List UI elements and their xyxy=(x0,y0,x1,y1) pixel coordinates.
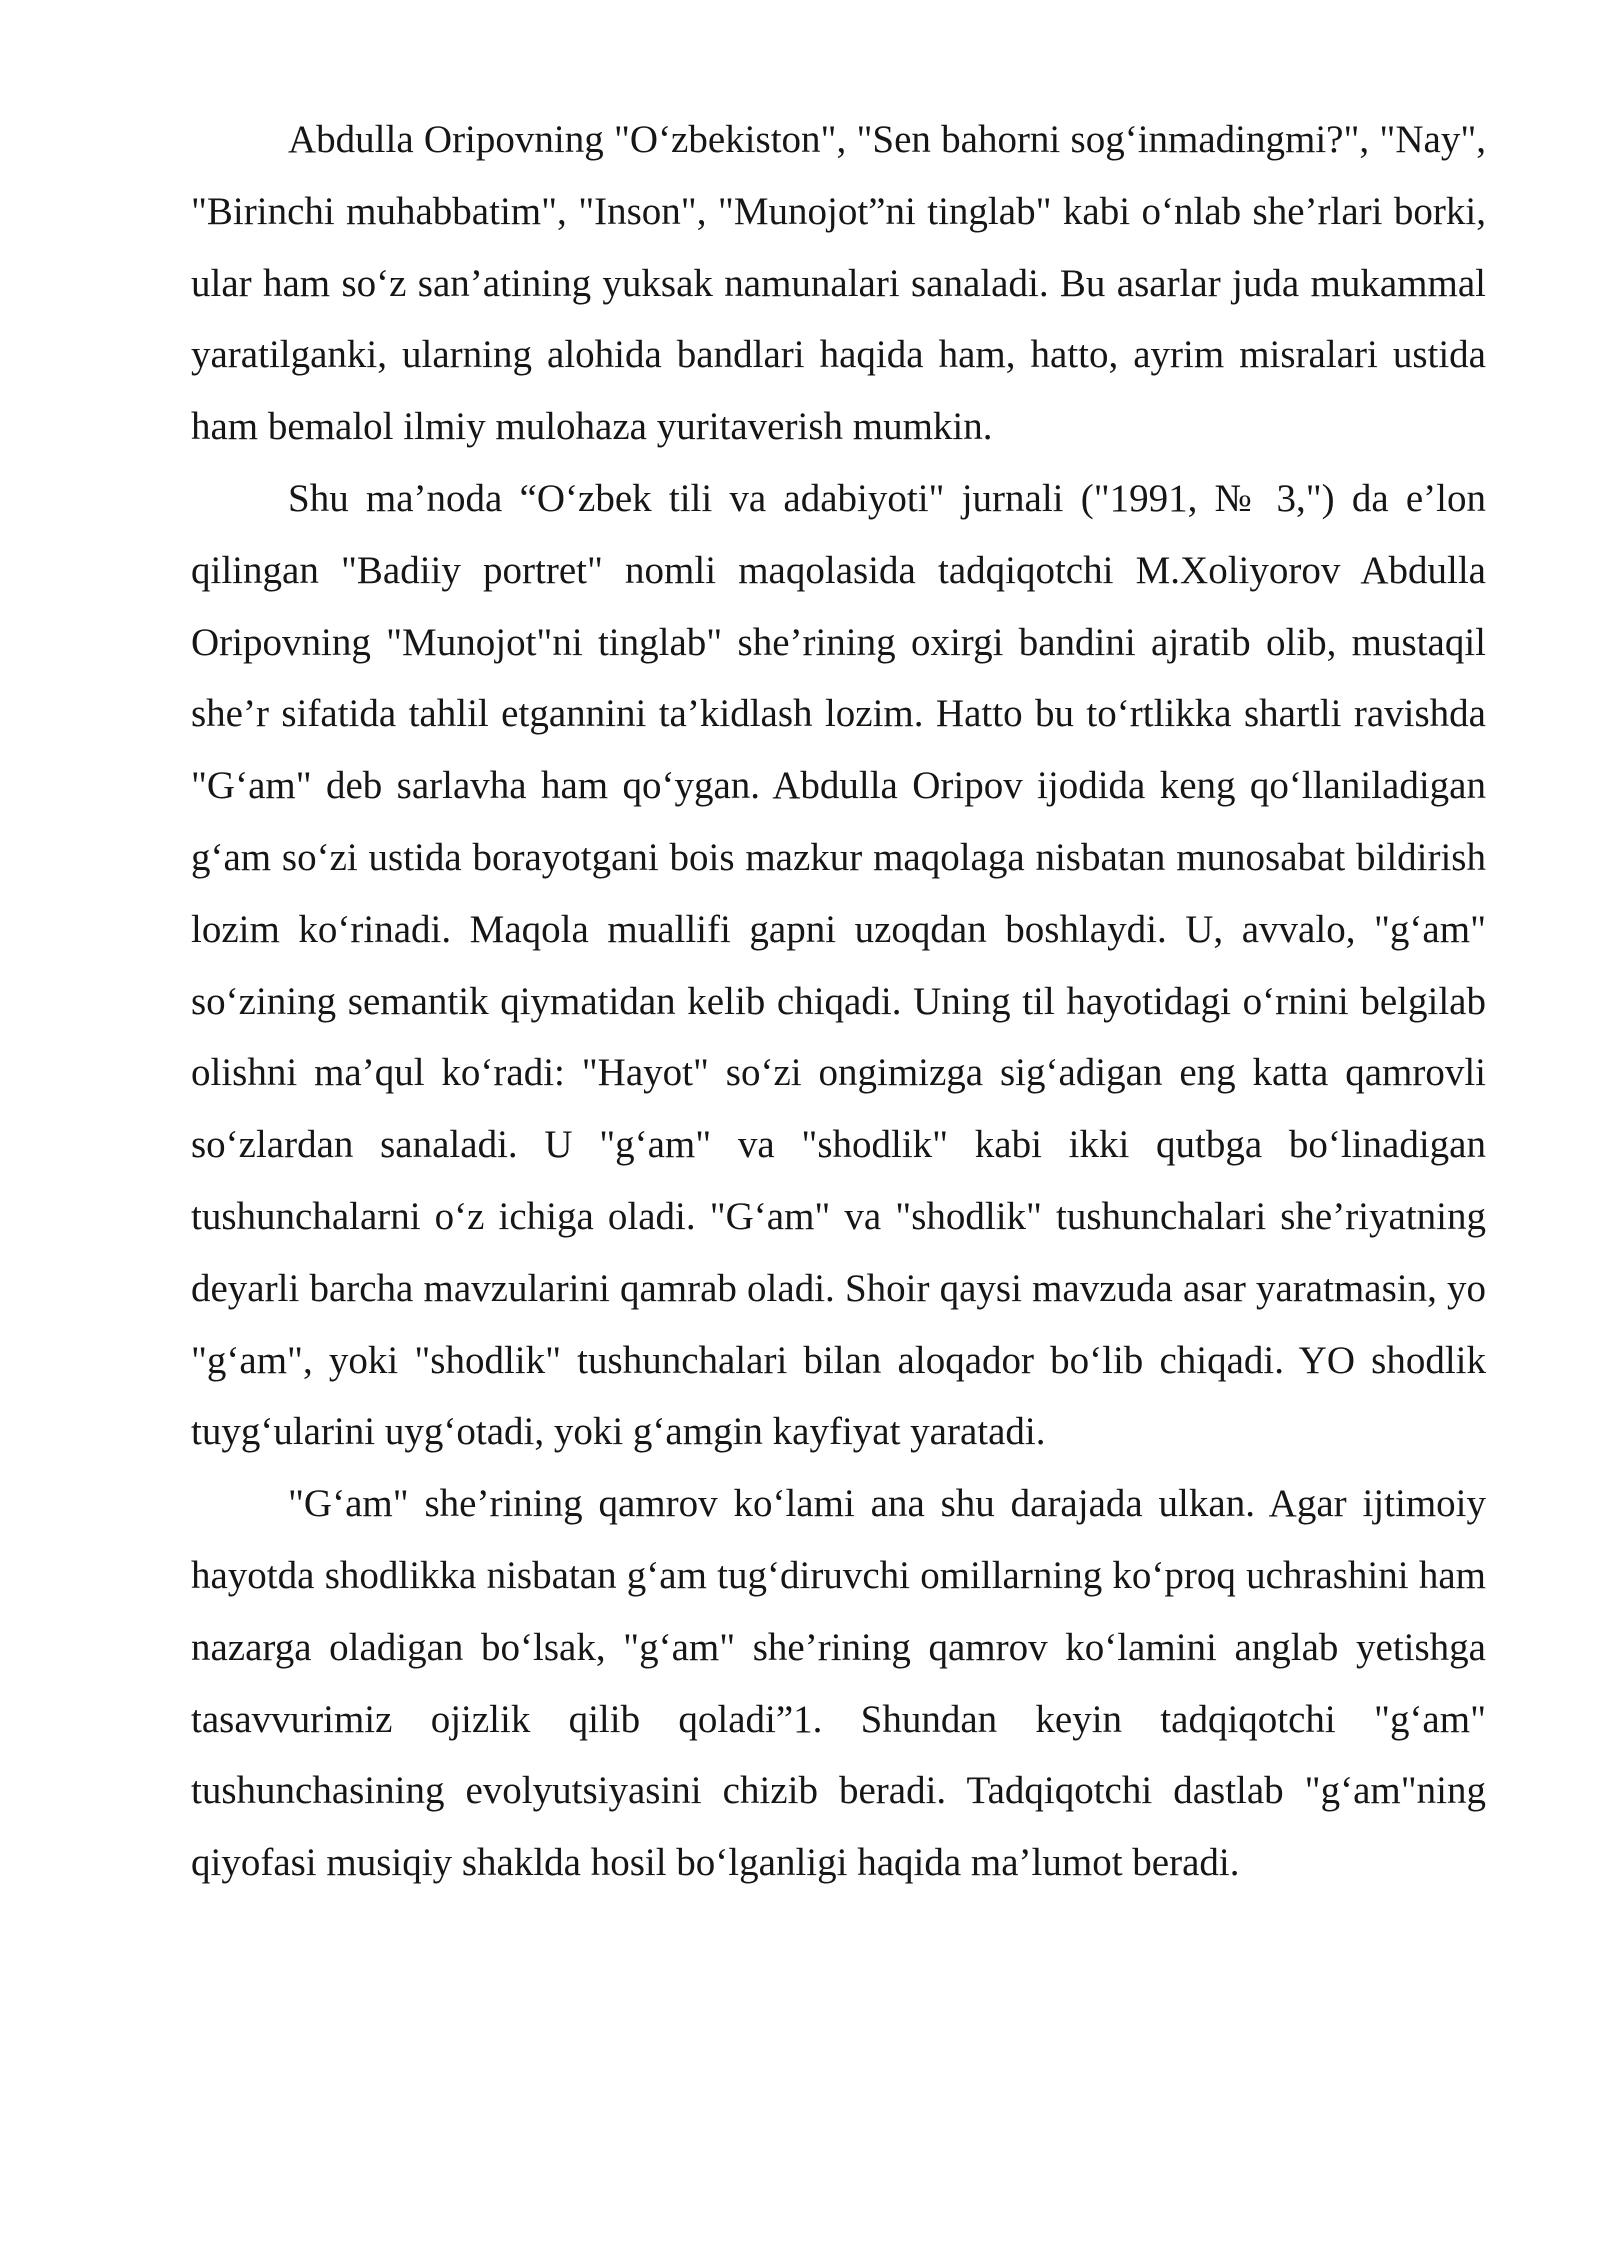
document-page xyxy=(191,104,1486,1899)
paragraph-2: Shu ma’noda “O‘zbek tili va adabiyoti" jurnali ("1991, № 3,") da e’lon qilingan "Badiiy portret" nomli maqolasida tadqiqotchi M.Xoliyorov Abdulla Oripovning "Munojot"ni tinglab" she’rining oxirgi bandini ajratib olib, mustaqil she’r sifatida tahlil etgannini ta’kidlash lozim. Hatto bu to‘rtlikka shartli ravishda "G‘am" deb sarlavha ham qo‘ygan. Abdulla Oripov ijodida keng qo‘llaniladigan g‘am so‘zi ustida borayotgani bois mazkur maqolaga nisbatan munosabat bildirish lozim ko‘rinadi. Maqola muallifi gapni uzoqdan boshlaydi. U, avvalo, "g‘am" so‘zining semantik qiymatidan kelib chiqadi. Uning til hayotidagi o‘rnini belgilab olishni ma’qul ko‘radi: "Hayot" so‘zi ongimizga sig‘adigan eng katta qamrovli so‘zlardan sanaladi. U "g‘am" va "shodlik" kabi ikki qutbga bo‘linadigan tushunchalarni o‘z ichiga oladi. "G‘am" va "shodlik" tushunchalari she’riyatning deyarli barcha mavzularini qamrab oladi. Shoir qaysi mavzuda asar yaratmasin, yo "g‘am", yoki "shodlik" tushunchalari bilan aloqador bo‘lib chiqadi. YO shodlik tuyg‘ularini uyg‘otadi, yoki g‘amgin kayfiyat yaratadi. xyxy=(191,476,1486,1454)
paragraph-3: "G‘am" she’rining qamrov ko‘lami ana shu darajada ulkan. Agar ijtimoiy hayotda shodlikka nisbatan g‘am tug‘diruvchi omillarning ko‘proq uchrashini ham nazarga oladigan bo‘lsak, "g‘am" she’rining qamrov ko‘lamini anglab yetishga tasavvurimiz ojizlik qilib qoladi”1. Shundan keyin tadqiqotchi "g‘am" tushunchasining evolyutsiyasini chizib beradi. Tadqiqotchi dastlab "g‘am"ning qiyofasi musiqiy shaklda hosil bo‘lganligi haqida ma’lumot beradi. xyxy=(191,1482,1486,1885)
paragraph-1: Abdulla Oripovning "O‘zbekiston", "Sen bahorni sog‘inmadingmi?", "Nay", "Birinchi muhabbatim", "Inson", "Munojot”ni tinglab" kabi o‘nlab she’rlari borki, ular ham so‘z san’atining yuksak namunalari sanaladi. Bu asarlar juda mukammal yaratilganki, ularning alohida bandlari haqida ham, hatto, ayrim misralari ustida ham bemalol ilmiy mulohaza yuritaverish mumkin. xyxy=(191,118,1486,449)
